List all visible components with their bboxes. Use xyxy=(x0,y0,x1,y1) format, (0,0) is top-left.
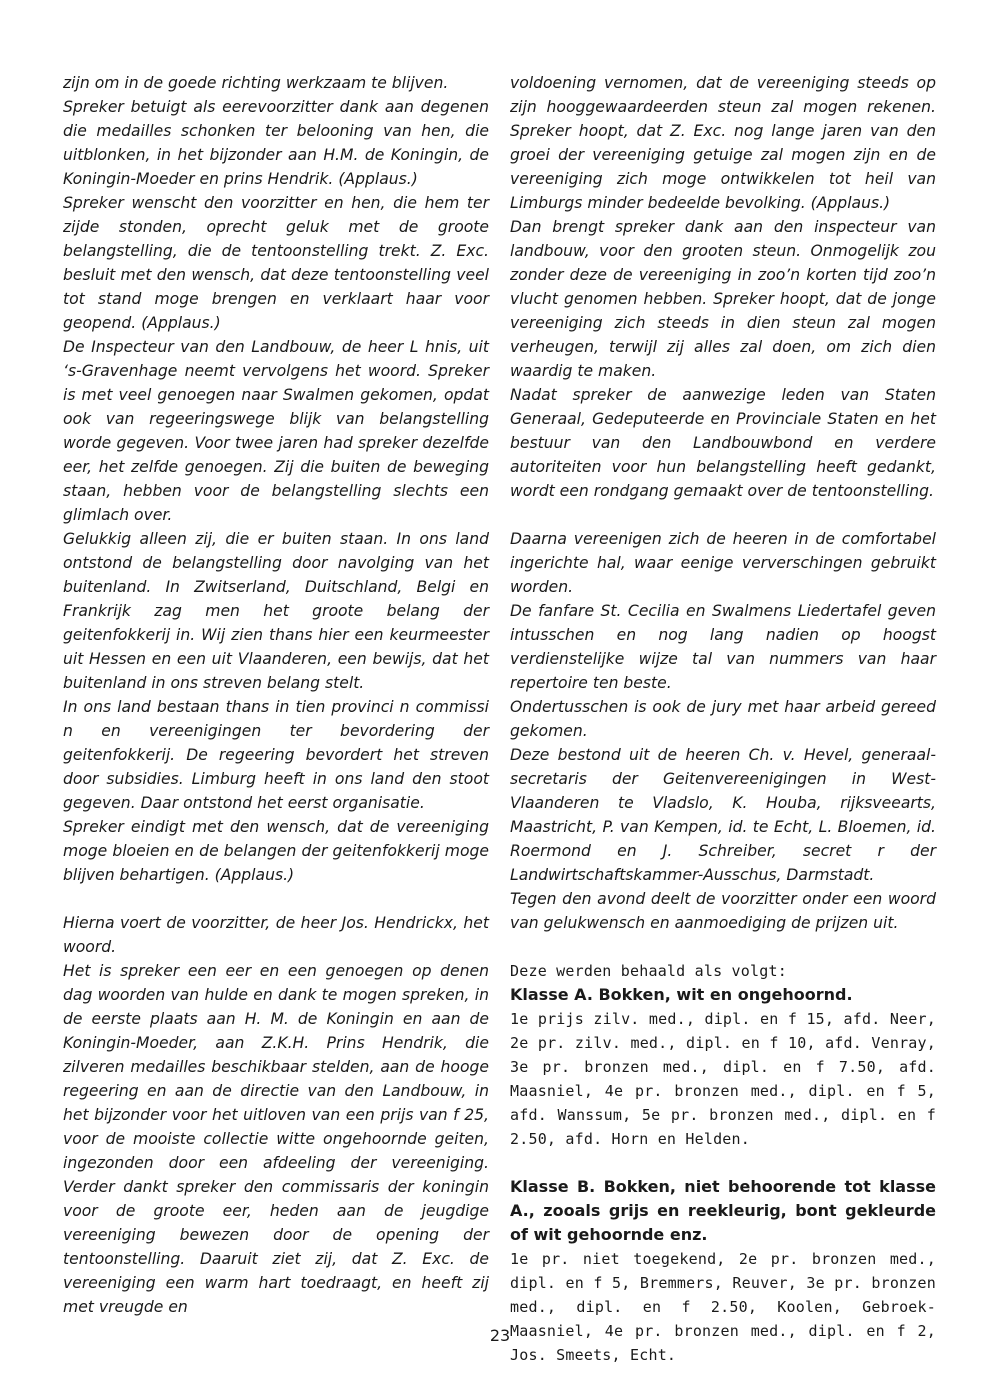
right-column xyxy=(510,71,936,1367)
paragraph: Het is spreker een eer en een genoegen op denen dag woorden van hulde en dank te mogen spreken, in de eerste plaats aan H. M. de Koningin en aan de Koningin-Moeder, aan Z.K.H. Prins Hendrik, die zilveren medailles beschikbaar stelden, aan de hooge regeering en aan de directie van den Landbouw, in het bijzonder voor het uitloven van een prijs van f 25, voor de mooiste collectie witte ongehoornde geiten, ingezonden door een afdeeling der vereeniging. Verder dankt spreker den commissaris der koningin voor de groote eer, heden aan de jeugdige vereeniging bewezen door de opening der tentoonstelling. Daaruit ziet zij, dat Z. Exc. de vereeniging een warm hart toedraagt, en heeft zij met vreugde en xyxy=(63,962,489,1316)
paragraph-spacer xyxy=(510,503,936,527)
class-b-heading: Klasse B. Bokken, niet behoorende tot klasse A., zooals grijs en reekleurig, bont gekleurde of wit gehoornde enz. xyxy=(510,1177,936,1244)
paragraph: zijn om in de goede richting werkzaam te blijven. xyxy=(63,74,449,92)
page-number: 23 xyxy=(489,1326,511,1345)
paragraph: voldoening vernomen, dat de vereeniging steeds op zijn hooggewaardeerden steun zal mogen rekenen. Spreker hoopt, dat Z. Exc. nog lange jaren van den groei der vereeniging getuige zal mogen zijn en de vereeniging zich moge ontwikkelen tot heil van Limburgs minder bedeelde bevolking. (Applaus.) xyxy=(510,74,936,212)
paragraph: In ons land bestaan thans in tien provinci n commissi n en vereenigingen ter bevordering der geitenfokkerij. De regeering bevordert het streven door subsidies. Limburg heeft in ons land den stoot gegeven. Daar ontstond het eerst organisatie. xyxy=(63,698,489,812)
paragraph: Gelukkig alleen zij, die er buiten staan. In ons land ontstond de belangstelling door navolging van het buitenland. In Zwitserland, Duitschland, Belgi en Frankrijk zag men het groote belang der geitenfokkerij in. Wij zien thans hier een keurmeester uit Hessen en een uit Vlaanderen, een bewijs, dat het buitenland in ons streven belang stelt. xyxy=(63,530,489,692)
paragraph-spacer xyxy=(510,1151,936,1175)
paragraph-spacer xyxy=(63,887,489,911)
paragraph: Spreker eindigt met den wensch, dat de vereeniging moge bloeien en de belangen der geitenfokkerij moge blijven behartigen. (Applaus.) xyxy=(63,818,489,884)
class-a-heading: Klasse A. Bokken, wit en ongehoornd. xyxy=(510,985,853,1004)
paragraph: Spreker wenscht den voorzitter en hen, die hem ter zijde stonden, oprecht geluk met de groote belangstelling, die de tentoonstelling trekt. Z. Exc. besluit met den wensch, dat deze tentoonstelling veel tot stand moge brengen en verklaart haar voor geopend. (Applaus.) xyxy=(63,194,489,332)
paragraph: De Inspecteur van den Landbouw, de heer L hnis, uit ‘s-Gravenhage neemt vervolgens het woord. Spreker is met veel genoegen naar Swalmen gekomen, opdat ook van regeeringswege blijk van belangstelling worde gegeven. Voor twee jaren had spreker dezelfde eer, het zelfde genoegen. Zij die buiten de beweging staan, hebben voor de belangstelling slechts een glimlach over. xyxy=(63,338,489,524)
paragraph: Hierna voert de voorzitter, de heer Jos. Hendrickx, het woord. xyxy=(63,914,489,956)
paragraph: Daarna vereenigen zich de heeren in de comfortabel ingerichte hal, waar eenige ververschingen gebruikt worden. xyxy=(510,530,936,596)
paragraph: Dan brengt spreker dank aan den inspecteur van landbouw, voor den grooten steun. Onmogelijk zou zonder deze de vereeniging in zoo’n korten tijd zoo’n vlucht genomen hebben. Spreker hoopt, dat de jonge vereeniging zich steeds in dien steun zal mogen verheugen, terwijl zij alles zal doen, om zich dien waardig te maken. xyxy=(510,218,936,380)
paragraph: Spreker betuigt als eerevoorzitter dank aan degenen die medailles schonken ter belooning van hen, die uitblonken, in het bijzonder aan H.M. de Koningin, de Koningin-Moeder en prins Hendrik. (Applaus.) xyxy=(63,98,489,188)
left-column xyxy=(63,71,489,1319)
paragraph: Ondertusschen is ook de jury met haar arbeid gereed gekomen. xyxy=(510,698,936,740)
paragraph: De fanfare St. Cecilia en Swalmens Liedertafel geven intusschen en nog lang nadien op hoogst verdienstelijke wijze tal van nummers van haar repertoire ten beste. xyxy=(510,602,936,692)
class-a-results: 1e prijs zilv. med., dipl. en f 15, afd. Neer, 2e pr. zilv. med., dipl. en f 10, afd. Venray, 3e pr. bronzen med., dipl. en f 7.50, afd. Maasniel, 4e pr. bronzen med., dipl. en f 5, afd. Wanssum, 5e pr. bronzen med., dipl. en f 2.50, afd. Horn en Helden. xyxy=(510,1010,936,1148)
paragraph: Deze bestond uit de heeren Ch. v. Hevel, generaal-secretaris der Geitenvereenigingen in West-Vlaanderen te Vladslo, K. Houba, rijksveearts, Maastricht, P. van Kempen, id. te Echt, L. Bloemen, id. Roermond en J. Schreiber, secret r der Landwirtschaftskammer-Ausschus, Darmstadt. xyxy=(510,746,936,884)
class-b-results: 1e pr. niet toegekend, 2e pr. bronzen med., dipl. en f 5, Bremmers, Reuver, 3e pr. bronzen med., dipl. en f 2.50, Koolen, Gebroek-Maasniel, 4e pr. bronzen med., dipl. en f 2, Jos. Smeets, Echt. xyxy=(510,1250,936,1364)
results-intro: Deze werden behaald als volgt: xyxy=(510,962,787,980)
paragraph: Tegen den avond deelt de voorzitter onder een woord van gelukwensch en aanmoediging de prijzen uit. xyxy=(510,890,936,932)
paragraph-spacer xyxy=(510,935,936,959)
paragraph: Nadat spreker de aanwezige leden van Staten Generaal, Gedeputeerde en Provinciale Staten en het bestuur van den Landbouwbond en verdere autoriteiten voor hun belangstelling heeft gedankt, wordt een rondgang gemaakt over de tentoonstelling. xyxy=(510,386,936,500)
